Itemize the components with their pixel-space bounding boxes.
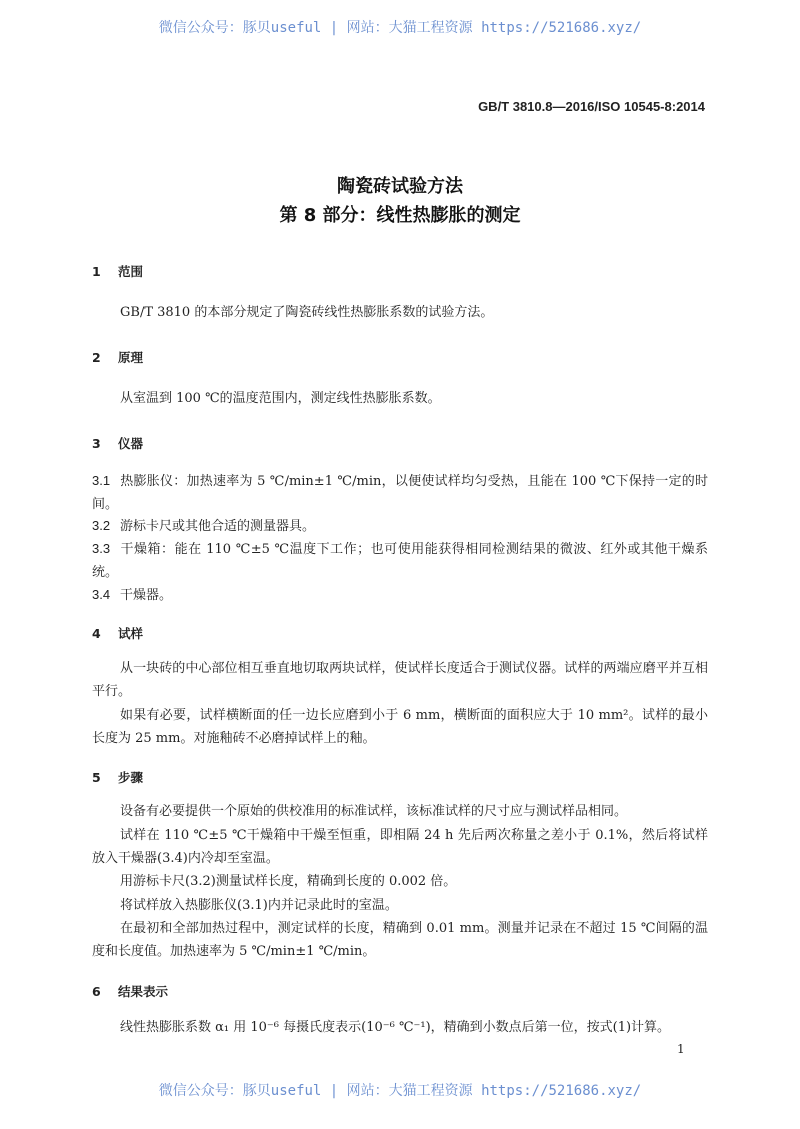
section-5-para-4: 将试样放入热膨胀仪(3.1)内并记录此时的室温。 — [120, 898, 398, 913]
watermark-bottom: 微信公众号：豚贝useful | 网站：大猫工程资源 https://521686.xyz/ — [158, 1083, 642, 1099]
section-5-para-1: 设备有必要提供一个原始的供校准用的标准试样，该标准试样的尺寸应与测试样品相同。 — [120, 804, 628, 819]
clause-3-1: 3.1 热膨胀仪：加热速率为 5 ℃/min±1 ℃/min，以便使试样均匀受热，且能在 100 ℃下保持一定的时间。 — [92, 473, 708, 512]
standard-code: GB/T 3810.8—2016/ISO 10545-8:2014 — [478, 99, 705, 114]
page-subtitle: 第 8 部分：线性热膨胀的测定 — [279, 205, 521, 226]
section-3-heading: 3 仪器 — [92, 436, 144, 451]
clause-3-4: 3.4 干燥器。 — [92, 587, 173, 603]
section-5-heading: 5 步骤 — [92, 770, 144, 785]
section-6-para: 线性热膨胀系数 α₁ 用 10⁻⁶ 每摄氏度表示(10⁻⁶ ℃⁻¹)，精确到小数点后第一位，按式(1)计算。 — [120, 1020, 671, 1035]
page-number: 1 — [677, 1042, 685, 1056]
section-4-heading: 4 试样 — [92, 626, 144, 641]
section-5-para-2: 试样在 110 ℃±5 ℃干燥箱中干燥至恒重，即相隔 24 h 先后两次称量之差小于 0.1%，然后将试样放入干燥器(3.4)内冷却至室温。 — [92, 828, 708, 867]
watermark-top: 微信公众号：豚贝useful | 网站：大猫工程资源 https://521686.xyz/ — [158, 20, 642, 36]
clause-3-2: 3.2 游标卡尺或其他合适的测量器具。 — [92, 518, 316, 534]
section-6-heading: 6 结果表示 — [92, 984, 169, 999]
section-1-heading: 1 范围 — [92, 264, 144, 279]
section-2-para: 从室温到 100 ℃的温度范围内，测定线性热膨胀系数。 — [120, 391, 441, 406]
page-title: 陶瓷砖试验方法 — [337, 176, 463, 197]
section-1-para: GB/T 3810 的本部分规定了陶瓷砖线性热膨胀系数的试验方法。 — [120, 305, 494, 320]
section-5-para-3: 用游标卡尺(3.2)测量试样长度，精确到长度的 0.002 倍。 — [120, 874, 457, 889]
section-5-para-5: 在最初和全部加热过程中，测定试样的长度，精确到 0.01 mm。测量并记录在不超过 15 ℃间隔的温度和长度值。加热速率为 5 ℃/min±1 ℃/min。 — [92, 921, 708, 960]
section-4-para-2: 如果有必要，试样横断面的任一边长应磨到小于 6 mm，横断面的面积应大于 10 mm²。试样的最小长度为 25 mm。对施釉砖不必磨掉试样上的釉。 — [92, 708, 708, 747]
section-4-para-1: 从一块砖的中心部位相互垂直地切取两块试样，使试样长度适合于测试仪器。试样的两端应磨平并互相平行。 — [92, 661, 708, 700]
section-2-heading: 2 原理 — [92, 350, 144, 365]
clause-3-3: 3.3 干燥箱：能在 110 ℃±5 ℃温度下工作；也可使用能获得相同检测结果的微波、红外或其他干燥系统。 — [92, 541, 708, 580]
